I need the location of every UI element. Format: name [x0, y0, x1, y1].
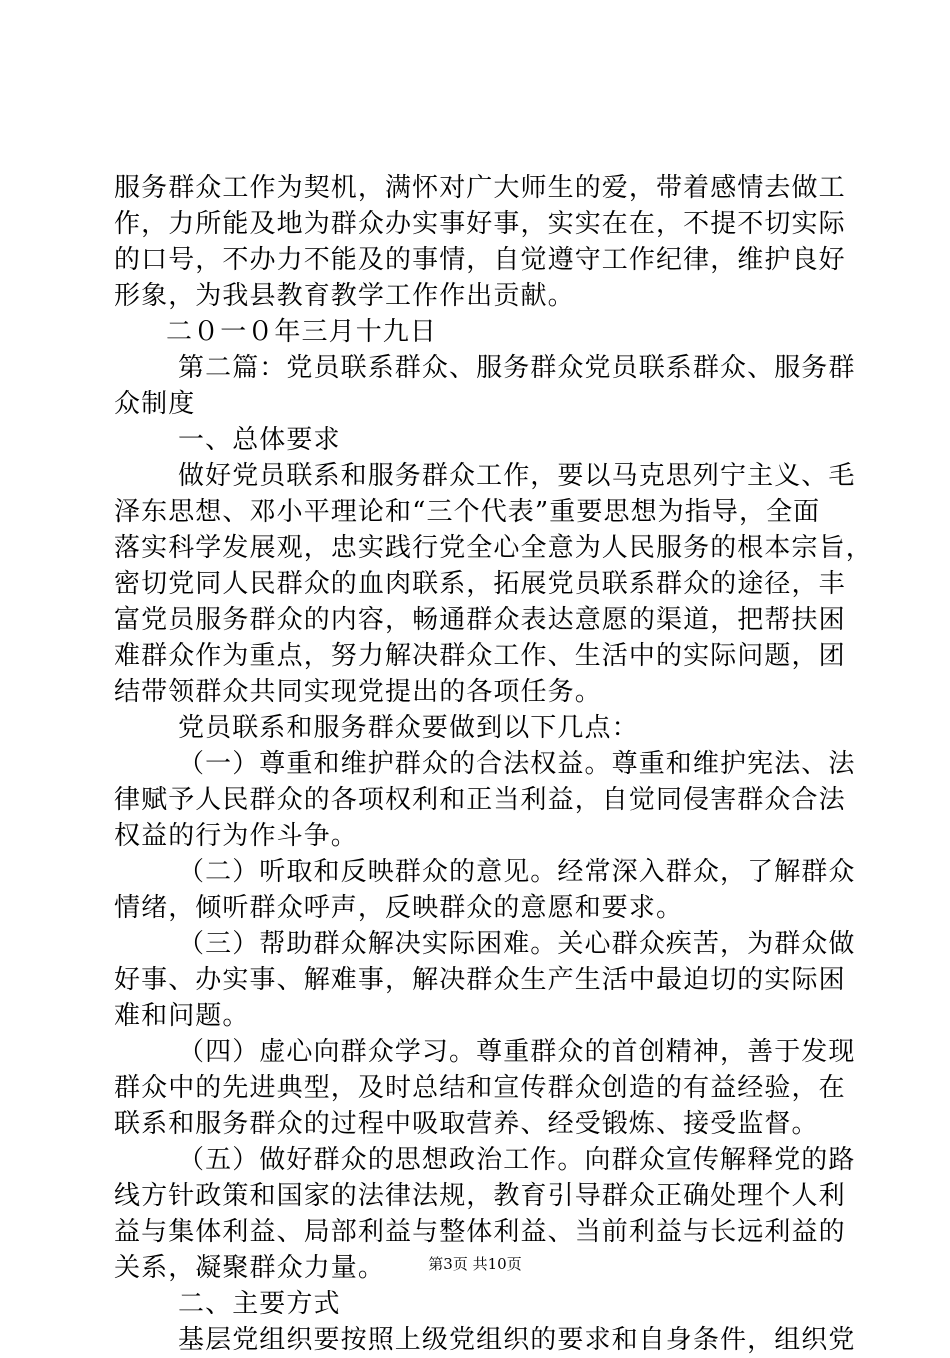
text-line: 作，力所能及地为群众办实事好事，实实在在，不提不切实际 [114, 209, 846, 239]
text-line: 线方针政策和国家的法律法规，教育引导群众正确处理个人利 [114, 1181, 846, 1211]
text-line: 结带领群众共同实现党提出的各项任务。 [114, 677, 602, 707]
text-line: 泽东思想、邓小平理论和“三个代表”重要思想为指导，全面 [114, 497, 821, 527]
list-item-1: （一）尊重和维护群众的合法权益。尊重和维护宪法、法 [178, 749, 856, 779]
list-item-4: （四）虚心向群众学习。尊重群众的首创精神，善于发现 [178, 1037, 856, 1067]
text-line: 富党员服务群众的内容，畅通群众表达意愿的渠道，把帮扶困 [114, 605, 846, 635]
text-line: 难群众作为重点，努力解决群众工作、生活中的实际问题，团 [114, 641, 846, 671]
list-item-5: （五）做好群众的思想政治工作。向群众宣传解释党的路 [178, 1145, 856, 1175]
text-line: 做好党员联系和服务群众工作，要以马克思列宁主义、毛 [178, 461, 856, 491]
list-item-2: （二）听取和反映群众的意见。经常深入群众，了解群众 [178, 857, 856, 887]
text-line: 情绪，倾听群众呼声，反映群众的意愿和要求。 [114, 893, 684, 923]
document-body [114, 170, 873, 1358]
text-line: 党员联系和服务群众要做到以下几点： [178, 713, 639, 743]
text-line: 服务群众工作为契机，满怀对广大师生的爱，带着感情去做工 [114, 173, 846, 203]
text-line: 群众中的先进典型，及时总结和宣传群众创造的有益经验，在 [114, 1073, 846, 1103]
text-line: 难和问题。 [114, 1001, 250, 1031]
text-line: 律赋予人民群众的各项权利和正当利益，自觉同侵害群众合法 [114, 785, 846, 815]
page-number: 第3页 共10页 [428, 1255, 522, 1273]
date-line: 二０一０年三月十九日 [166, 317, 438, 347]
list-item-3: （三）帮助群众解决实际困难。关心群众疾苦，为群众做 [178, 929, 856, 959]
section-title-continued: 众制度 [114, 389, 196, 419]
text-line: 益与集体利益、局部利益与整体利益、当前利益与长远利益的 [114, 1217, 846, 1247]
text-line: 的口号，不办力不能及的事情，自觉遵守工作纪律，维护良好 [114, 245, 846, 275]
text-line: 联系和服务群众的过程中吸取营养、经受锻炼、接受监督。 [114, 1109, 819, 1139]
text-line: 权益的行为作斗争。 [114, 821, 358, 851]
text-line: 关系，凝聚群众力量。 [114, 1253, 386, 1283]
text-line: 落实科学发展观，忠实践行党全心全意为人民服务的根本宗旨， [114, 533, 873, 563]
page-footer [0, 1254, 950, 1274]
heading-general-requirements: 一、总体要求 [178, 425, 341, 455]
text-line: 形象，为我县教育教学工作作出贡献。 [114, 281, 575, 311]
heading-main-methods: 二、主要方式 [178, 1289, 341, 1319]
text-line: 基层党组织要按照上级党组织的要求和自身条件，组织党 [178, 1325, 856, 1355]
text-line: 密切党同人民群众的血肉联系，拓展党员联系群众的途径，丰 [114, 569, 846, 599]
text-line: 好事、办实事、解难事，解决群众生产生活中最迫切的实际困 [114, 965, 846, 995]
section-title: 第二篇：党员联系群众、服务群众党员联系群众、服务群 [178, 353, 856, 383]
